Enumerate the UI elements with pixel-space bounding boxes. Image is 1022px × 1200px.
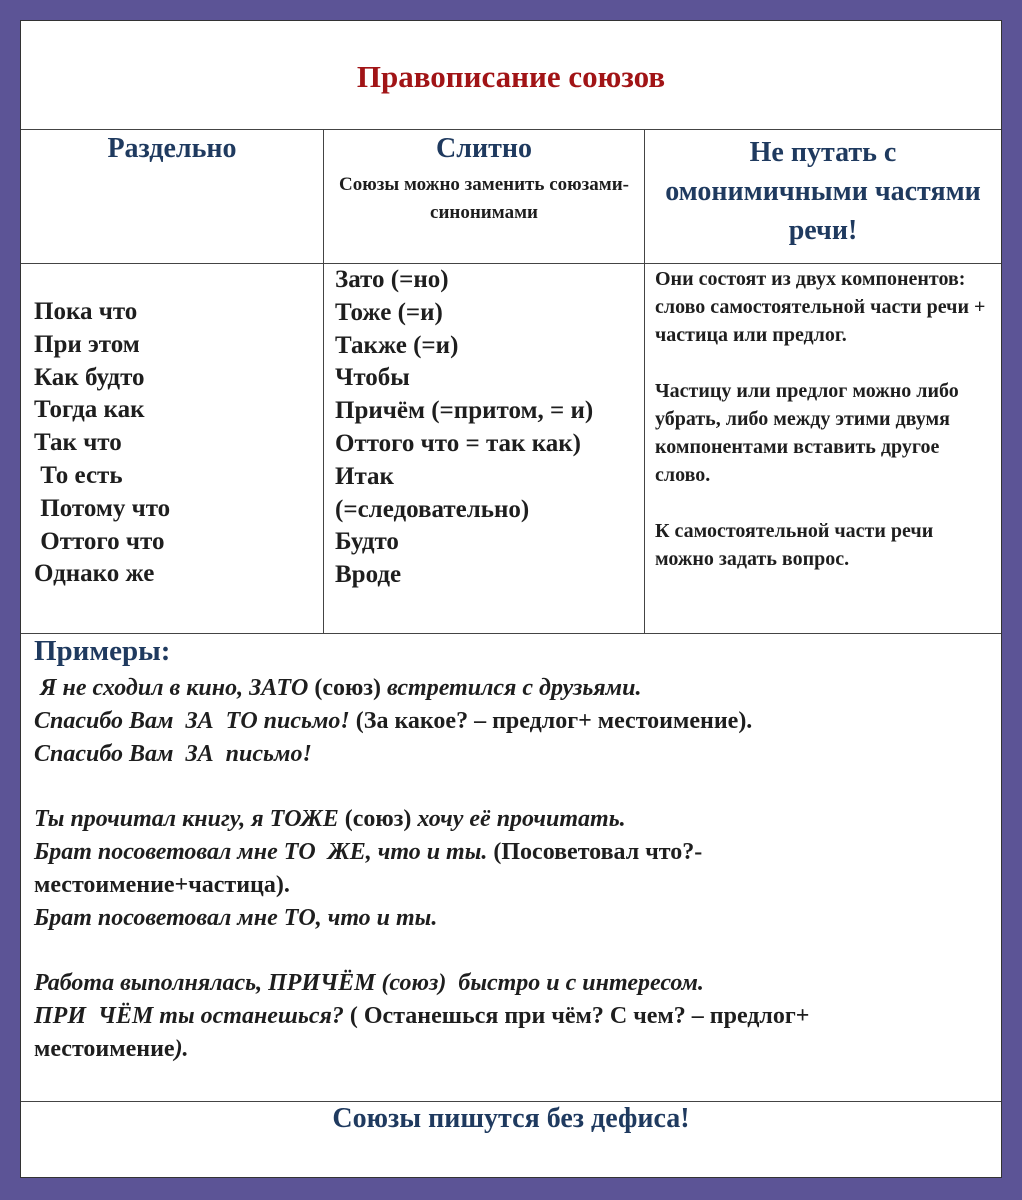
example-text: хочу её прочитать. — [417, 806, 626, 833]
note-paragraph: К самостоятельной части речи можно задать вопрос. — [655, 520, 934, 570]
example-note: (За какое? – предлог+ местоимение). — [355, 707, 753, 734]
example-text: Спасибо Вам ЗА ТО письмо! — [34, 707, 356, 734]
example-note: (союз) — [314, 675, 387, 701]
example-text: ПРИ ЧЁМ ты останешься? — [34, 1002, 350, 1029]
example-note: ( Останешься при чём? С чем? – предлог+ — [349, 1002, 810, 1029]
examples-block — [34, 672, 994, 1066]
header-together: Слитно — [436, 133, 532, 164]
separate-conjunctions-list — [34, 296, 170, 591]
example-line — [34, 705, 994, 738]
list-item: Так что — [34, 429, 122, 457]
list-item: При этом — [34, 330, 140, 358]
divider — [21, 633, 1001, 634]
divider — [21, 129, 1001, 130]
example-text: Ты прочитал книгу, я ТОЖЕ — [34, 806, 345, 833]
example-text: встретился с друзьями. — [386, 675, 642, 701]
list-item: Оттого что = так как) — [335, 429, 581, 457]
example-line: Брат посоветовал мне ТО, что и ты. — [34, 904, 438, 931]
list-item: Оттого что — [34, 527, 165, 555]
example-line: Работа выполнялась, ПРИЧЁМ (союз) быстро и с интересом. — [34, 970, 704, 997]
example-text: Я не сходил в кино, ЗАТО — [34, 675, 315, 701]
examples-heading: Примеры: — [34, 635, 171, 667]
homonym-note — [655, 265, 995, 601]
example-line: местоимение+частица). — [34, 871, 290, 898]
list-item: Тогда как — [34, 396, 145, 424]
rules-sheet — [20, 20, 1002, 1178]
header-dont-confuse: Не путать с омонимичными частями речи! — [665, 137, 981, 246]
example-note: (союз) — [344, 806, 418, 833]
note-paragraph: Они состоят из двух компонентов: слово самостоятельной части речи + частица или предлог. — [655, 268, 986, 346]
example-line — [34, 1000, 994, 1033]
list-item: (=следовательно) — [335, 495, 530, 523]
header-together-subtitle: Союзы можно заменить союзами-синонимами — [339, 174, 629, 223]
list-item: Потому что — [34, 494, 171, 522]
note-paragraph: Частицу или предлог можно либо убрать, либо между этими двумя компонентами вставить другое слово. — [655, 380, 959, 486]
example-line — [34, 836, 994, 869]
list-item: Зато (=но) — [335, 266, 449, 293]
list-item: Будто — [335, 528, 399, 556]
list-item: Пока что — [34, 298, 138, 325]
list-item: То есть — [34, 461, 123, 489]
example-text: Брат посоветовал мне ТО ЖЕ, что и ты. — [34, 838, 494, 865]
list-item: Итак — [335, 462, 394, 490]
list-item: Тоже (=и) — [335, 298, 443, 326]
list-item: Вроде — [335, 561, 402, 589]
list-item: Причём (=притом, = и) — [335, 397, 594, 425]
list-item: Также (=и) — [335, 331, 459, 359]
example-note: (Посоветовал что?- — [493, 838, 703, 865]
list-item: Однако же — [34, 560, 155, 588]
example-line: Спасибо Вам ЗА письмо! — [34, 740, 312, 767]
page-title: Правописание союзов — [356, 59, 666, 94]
example-line — [34, 1033, 994, 1066]
list-item: Чтобы — [335, 364, 410, 392]
list-item: Как будто — [34, 363, 145, 391]
example-text: ). — [174, 1035, 189, 1062]
example-line — [34, 672, 994, 705]
together-conjunctions-list — [335, 264, 593, 592]
divider — [21, 1101, 1001, 1102]
example-line — [34, 803, 994, 836]
header-separate: Раздельно — [107, 133, 237, 164]
example-note: местоимение — [34, 1035, 175, 1062]
footer-rule: Союзы пишутся без дефиса! — [332, 1103, 690, 1134]
